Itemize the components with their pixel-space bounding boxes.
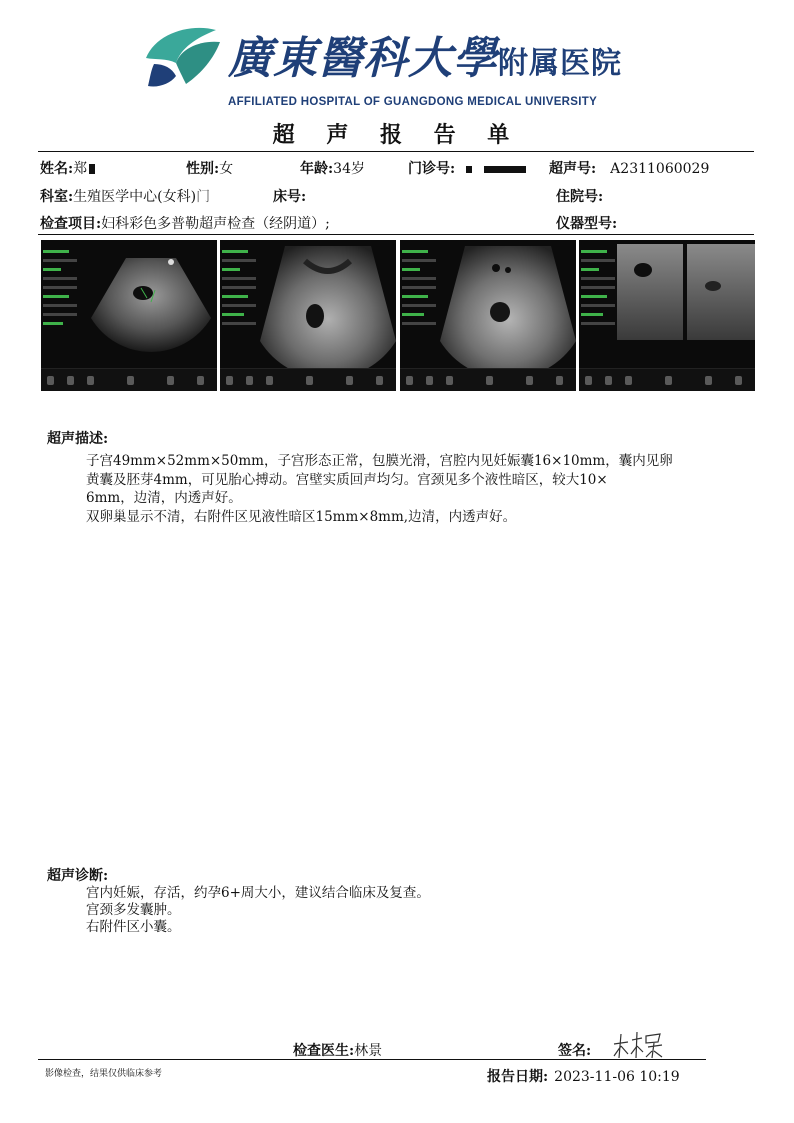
department: 科室:生殖医学中心(女科)门 — [40, 189, 211, 205]
ultrasound-image-1 — [41, 240, 217, 391]
divider-images — [38, 234, 754, 235]
diagnosis-line: 宫颈多发囊肿。 — [86, 902, 181, 918]
diagnosis-line: 右附件区小囊。 — [86, 919, 181, 935]
diagnosis-line: 宫内妊娠，存活，约孕6+周大小，建议结合临床及复查。 — [86, 885, 430, 901]
description-line: 子宫49mm×52mm×50mm，子宫形态正常，包膜光滑，宫腔内见妊娠囊16×10mm，囊内见卵 — [86, 453, 673, 469]
device-model: 仪器型号: — [556, 216, 618, 232]
divider-footer — [38, 1059, 706, 1060]
redaction-mark — [466, 166, 472, 173]
patient-age: 年龄:34岁 — [300, 161, 365, 177]
inpatient-number: 住院号: — [556, 189, 604, 205]
redaction-mark — [484, 166, 526, 173]
diagnosis-text — [86, 885, 430, 936]
ultrasound-image-2 — [220, 240, 396, 391]
patient-name: 姓名:郑 — [40, 158, 95, 178]
description-line: 双卵巢显示不清，右附件区见液性暗区15mm×8mm,边清，内透声好。 — [86, 508, 517, 525]
hospital-name-cn: 廣東醫科大學附属医院 — [228, 33, 622, 84]
divider-top — [38, 151, 754, 152]
ultrasound-number: 超声号: A2311060029 — [549, 161, 710, 177]
ultrasound-image-3 — [400, 240, 576, 391]
hospital-name-suffix: 附属医院 — [498, 46, 622, 81]
description-line: 6mm，边清，内透声好。 — [86, 490, 242, 506]
description-text — [86, 452, 673, 526]
signature-image — [612, 1030, 666, 1060]
patient-gender: 性别:女 — [186, 161, 234, 177]
ultrasound-image-4 — [579, 240, 755, 391]
redaction-mark — [89, 164, 95, 174]
signature-label: 签名: — [558, 1043, 592, 1059]
report-title: 超 声 报 告 单 — [272, 122, 522, 148]
description-line: 黄囊及胚芽4mm，可见胎心搏动。宫壁实质回声均匀。宫颈见多个液性暗区，较大10× — [86, 471, 608, 488]
exam-item: 检查项目:妇科彩色多普勒超声检查（经阴道）; — [40, 216, 330, 232]
exam-doctor: 检查医生:林景 — [293, 1043, 383, 1059]
diagnosis-title: 超声诊断: — [47, 868, 109, 884]
bed-number: 床号: — [273, 189, 307, 205]
outpatient-number: 门诊号: — [408, 158, 526, 178]
report-date: 报告日期: 2023-11-06 10:19 — [487, 1069, 680, 1085]
description-title: 超声描述: — [47, 431, 109, 447]
hospital-logo-icon — [136, 18, 226, 98]
hospital-name-en: AFFILIATED HOSPITAL OF GUANGDONG MEDICAL UNIVERSITY — [228, 96, 598, 108]
disclaimer: 影像检查，结果仅供临床参考 — [45, 1068, 163, 1078]
